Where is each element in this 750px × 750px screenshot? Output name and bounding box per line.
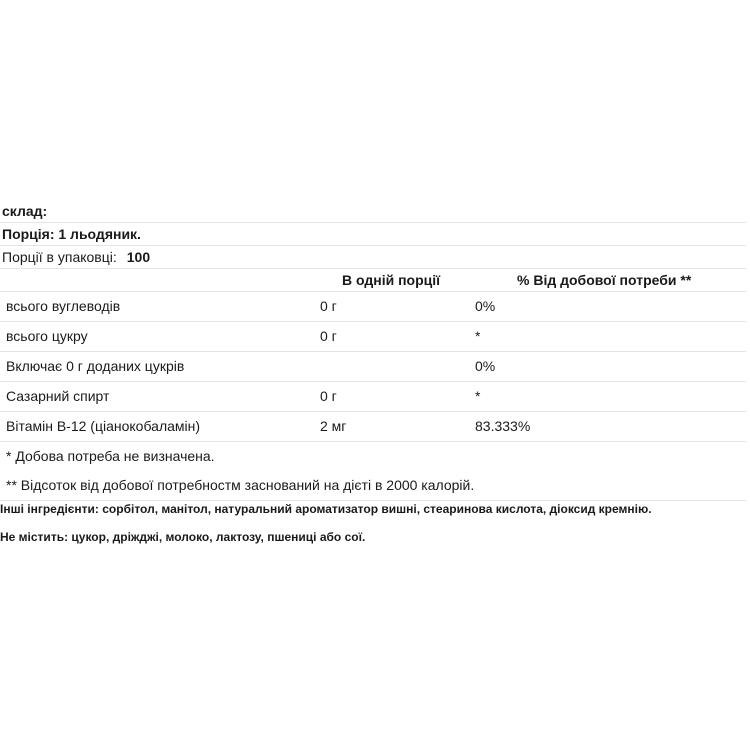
other-ingredients: Інші інгредієнти: сорбітол, манітол, натуральний ароматизатор вишні, стеаринова кислота, діоксид кремнію. (0, 502, 652, 516)
servings-label: Порції в упаковці: (2, 249, 117, 265)
servings-per-container (0, 246, 746, 269)
nutrient-daily-value: * (475, 388, 481, 404)
nutrient-name: Вітамін В-12 (ціанокобаламін) (6, 418, 201, 434)
per-serving-header: В одній порції (342, 272, 441, 288)
nutrient-row (0, 352, 746, 382)
nutrient-name: всього цукру (6, 328, 88, 344)
nutrient-amount: 2 мг (320, 418, 347, 434)
nutrient-amount: 0 г (320, 298, 337, 314)
daily-value-header: % Від добової потреби ** (517, 272, 692, 288)
nutrient-name: Сазарний спирт (6, 388, 110, 404)
nutrient-name: всього вуглеводів (6, 298, 121, 314)
nutrient-daily-value: 83.333% (475, 418, 531, 434)
does-not-contain: Не містить: цукор, дріжджі, молоко, лактозу, пшениці або сої. (0, 530, 366, 544)
nutrient-row (0, 322, 746, 352)
column-header-row (0, 269, 746, 292)
nutrient-row (0, 412, 746, 442)
nutrient-name: Включає 0 г доданих цукрів (6, 358, 185, 374)
nutrient-daily-value: 0% (475, 298, 496, 314)
panel-title: склад: (0, 200, 746, 223)
nutrition-facts-panel (0, 200, 746, 501)
nutrient-daily-value: 0% (475, 358, 496, 374)
nutrient-row (0, 292, 746, 322)
nutrient-amount: 0 г (320, 388, 337, 404)
nutrient-row (0, 382, 746, 412)
nutrient-daily-value: * (475, 328, 481, 344)
footnote-daily-value-basis: ** Відсоток від добової потребностм заснований на дієті в 2000 калорій. (0, 471, 746, 501)
servings-value: 100 (126, 249, 151, 265)
footnote-not-established: * Добова потреба не визначена. (6, 448, 215, 464)
nutrient-amount: 0 г (320, 328, 337, 344)
serving-size: Порція: 1 льодяник. (0, 223, 746, 246)
